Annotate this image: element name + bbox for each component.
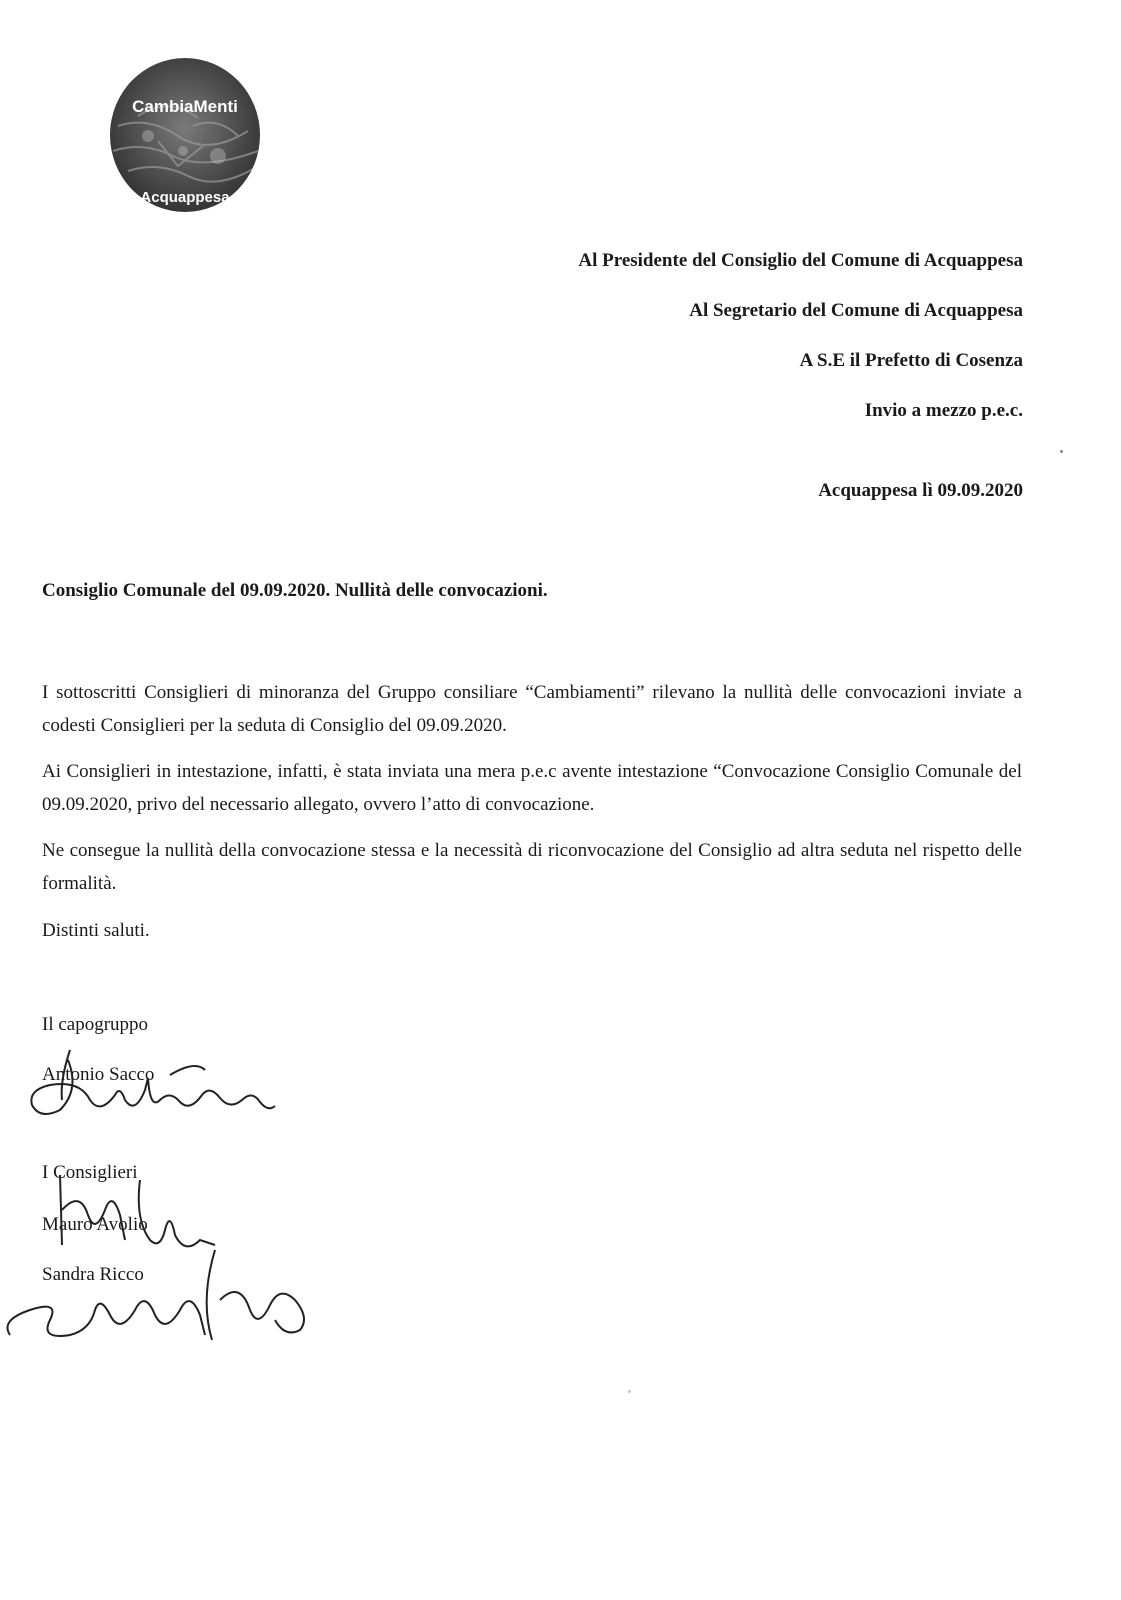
letter-subject: Consiglio Comunale del 09.09.2020. Nullità delle convocazioni.	[42, 580, 548, 601]
addressee-presidente: Al Presidente del Consiglio del Comune di Acquappesa	[578, 250, 1023, 271]
body-paragraph: Ai Consiglieri in intestazione, infatti, è stata inviata una mera p.e.c avente intestazione “Convocazione Consiglio Comunale del 09.09.2020, privo del necessario allegato, ovvero l’atto di convocazione.	[42, 761, 1022, 815]
consiglieri-label: I Consiglieri	[42, 1162, 138, 1183]
closing-salutation: Distinti saluti.	[42, 920, 150, 941]
consigliere-name: Sandra Ricco	[42, 1264, 144, 1285]
logo-emblem-icon	[108, 56, 262, 214]
capogruppo-name: Antonio Sacco	[42, 1064, 155, 1085]
addressees-block	[578, 236, 1023, 436]
cambiamenti-logo	[108, 56, 262, 214]
scan-speck	[1060, 450, 1063, 453]
consigliere-name: Mauro Avolio	[42, 1214, 148, 1235]
place-date: Acquappesa lì 09.09.2020	[818, 480, 1023, 501]
delivery-method: Invio a mezzo p.e.c.	[864, 400, 1023, 421]
svg-text:CambiaMenti: CambiaMenti	[132, 97, 238, 116]
scan-speck	[628, 1390, 631, 1393]
signature-ricco-icon	[0, 1240, 320, 1350]
body-paragraph: Ne consegue la nullità della convocazione stessa e la necessità di riconvocazione del Consiglio ad altra seduta nel rispetto delle formalità.	[42, 840, 1022, 894]
svg-text:Acquappesa: Acquappesa	[140, 189, 230, 206]
addressee-segretario: Al Segretario del Comune di Acquappesa	[689, 300, 1023, 321]
body-paragraph: I sottoscritti Consiglieri di minoranza del Gruppo consiliare “Cambiamenti” rilevano la nullità delle convocazioni inviate a codesti Consiglieri per la seduta di Consiglio del 09.09.2020.	[42, 682, 1022, 736]
signature-sacco-icon	[20, 1040, 280, 1135]
capogruppo-label: Il capogruppo	[42, 1014, 149, 1035]
addressee-prefetto: A S.E il Prefetto di Cosenza	[799, 350, 1023, 371]
